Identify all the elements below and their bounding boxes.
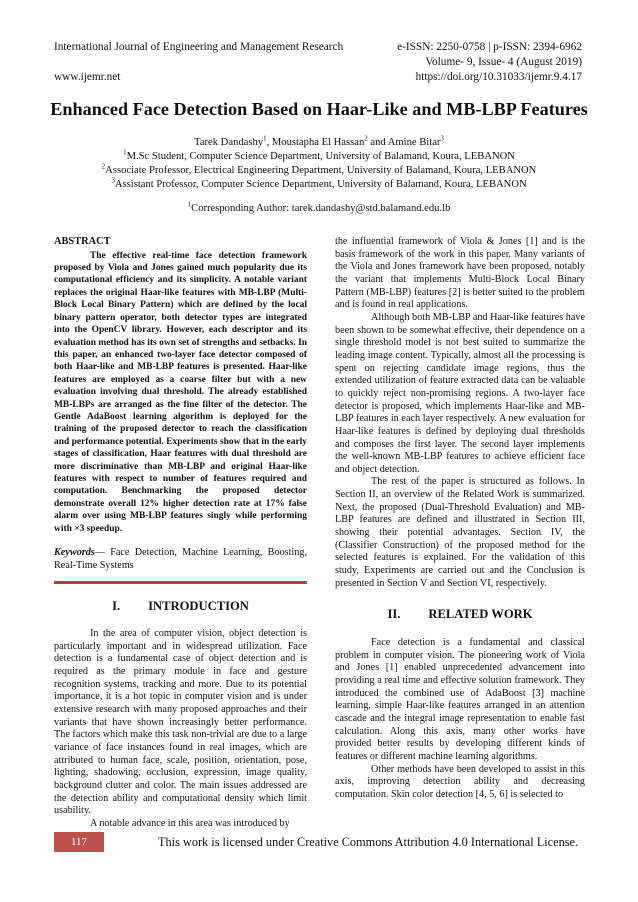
issn: e-ISSN: 2250-0758 | p-ISSN: 2394-6962 — [397, 41, 582, 53]
corr-sup: 1 — [187, 200, 192, 209]
volume-issue: Volume- 9, Issue- 4 (August 2019) — [425, 56, 582, 68]
left-column — [54, 236, 307, 830]
aff-2-sup: 2 — [101, 162, 106, 171]
author-3: and Amine Bitar — [367, 137, 441, 148]
section-heading-introduction — [54, 600, 307, 613]
intro-paragraph-4: Although both MB-LBP and Haar-like features have been shown to be somewhat effective, their dependence on a single threshold model is not best suited to summarize the leading image content. Typically, almost all the processing is spent on rejecting candidate image regions, thus the extended utilization of feature extracted data can be valuable to quickly reject non-promising regions. A two-layer face detector is proposed, which implements Haar-like and MB-LBP features in each layer respectively. A new evaluation for Haar-like features is defined by deploying dual thresholds and composes the first layer. The second layer implements the well-known MB-LBP features to achieve efficient face and object detection. — [335, 311, 585, 475]
journal-name: International Journal of Engineering and Management Research — [54, 41, 344, 53]
abstract-body: The effective real-time face detection framework proposed by Viola and Jones gained much popularity due its computational efficiency and its simplicity. A notable variant replaces the original Haar-like features with MB-LBP (Multi-Block Local Binary Pattern) which are defined by the local binary pattern operator, both detector types are integrated into the OpenCV library. However, each descriptor and its evaluation method has its own set of strengths and setbacks. In this paper, an enhanced two-layer face detector composed of both Haar-like and MB-LBP features is presented. Haar-like features are employed as a coarse filter but with a new evaluation involving dual threshold. The already established MB-LBPs are arranged as the fine filter of the detector. The Gentle AdaBoost learning algorithm is deployed for the training of the proposed detector to reach the classification and performance potential. Experiments show that in the early stages of classification, Haar features with dual threshold are more discriminative than MB-LBP and original Haar-like features with respect to number of features required and computation. Benchmarking the proposed detector demonstrate overall 12% higher detection rate at 17% false alarm over using MB-LBP features singly while performing with ×3 speedup. — [54, 250, 307, 534]
abstract-heading: ABSTRACT — [54, 236, 111, 247]
author-1: Tarek Dandashy — [194, 137, 264, 148]
author-2: , Moustapha El Hassan — [266, 137, 365, 148]
intro-paragraph-5: The rest of the paper is structured as follows. In Section II, an overview of the Related Work is summarized. Next, the proposed (Dual-Threshold Evaluation) and MB-LBP features are defined and illustrated in Section III, showing their potential advantages. Section IV, the (Classifier Construction) of the proposed method for the selected features is explained. For the validation of this study, Experiments are carried out and the Conclusion is presented in Section V and Section VI, respectively. — [335, 476, 585, 589]
doi-link[interactable]: https://doi.org/10.31033/ijemr.9.4.17 — [415, 71, 582, 83]
right-column — [335, 236, 585, 802]
keywords-text: Face Detection, Machine Learning, Boosting, Real-Time Systems — [54, 547, 307, 571]
aff-1-sup: 1 — [123, 148, 127, 157]
keywords-label: Keywords — [54, 547, 95, 558]
section-heading-related-work — [335, 608, 585, 621]
section-divider — [54, 581, 307, 584]
author-2-sup: 2 — [364, 134, 368, 143]
affiliation-3 — [20, 178, 618, 192]
aff-1-text: M.Sc Student, Computer Science Department, University of Balamand, Koura, LEBANON — [126, 151, 515, 162]
author-names — [20, 136, 618, 150]
related-paragraph-1: Face detection is a fundamental and classical problem in computer vision. The pioneering work of Viola and Jones [1] enabled unprecedented advancement into providing a real time and effective solution framework. They introduced the combined use of AdaBoost [3] machine learning, simple Haar-like features arranged in an attention cascade and the integral image representation to enable fast calculation. Along this axis, many other works have provided better results by developing different kinds of features or different machine learning algorithms. — [335, 637, 585, 762]
affiliation-1 — [20, 150, 618, 164]
aff-3-text: Assistant Professor, Computer Science Department, University of Balamand, Koura, LEBANON — [114, 179, 527, 190]
aff-2-text: Associate Professor, Electrical Engineering Department, University of Balamand, Koura, LEBANON — [105, 165, 537, 176]
intro-paragraph-2: A notable advance in this area was introduced by — [90, 817, 290, 829]
license-notice: This work is licensed under Creative Commons Attribution 4.0 International License. — [158, 835, 579, 849]
corresponding-author — [20, 202, 618, 216]
author-1-sup: 1 — [263, 134, 267, 143]
section-2-number: II. — [387, 607, 401, 622]
paper-title: Enhanced Face Detection Based on Haar-Like and MB-LBP Features — [50, 99, 588, 119]
section-1-title: INTRODUCTION — [148, 599, 249, 614]
aff-3-sup: 3 — [111, 176, 115, 185]
corr-text: Corresponding Author: tarek.dandashy@std.balamand.edu.lb — [191, 203, 451, 214]
page-number: 117 — [54, 832, 104, 852]
section-2-title: RELATED WORK — [428, 607, 533, 622]
section-1-number: I. — [112, 599, 121, 614]
intro-paragraph-1: In the area of computer vision, object detection is particularly important and in widespread utilization. Face detection is a fundamental case of object detection and is required as the primary module in face and gesture recognition systems, tracking and more. Due to its potential importance, it is a hot topic in computer vision and is under extensive research with many proposed approaches and their variants that have shown increasingly better performance. The factors which make this task non-trivial are due to a large variance of face instances found in real images, which are attributed to human face, scale, position, orientation, pose, lighting, shadowing, occlusion, expression, image quality, background clutter and color. The main issues addressed are the detection ability and computational density which limit usability. — [54, 627, 307, 817]
keywords — [54, 547, 307, 572]
related-paragraph-2: Other methods have been developed to assist in this axis, improving detection ability and decreasing computation. Skin color detection [4, 5, 6] is selected to — [335, 763, 585, 800]
author-3-sup: 3 — [440, 134, 444, 143]
intro-paragraph-3: the influential framework of Viola & Jones [1] and is the basis framework of the work in this paper. Many variants of the Viola and Jones framework have been proposed, notably the variant that implements Multi-Block Local Binary Pattern (MB-LBP) features [2] is better suited to the problem and is found in real applications. — [335, 236, 585, 311]
journal-website[interactable]: www.ijemr.net — [54, 71, 121, 83]
affiliation-2 — [20, 164, 618, 178]
keywords-dash: — — [94, 547, 111, 558]
author-block — [20, 136, 618, 216]
